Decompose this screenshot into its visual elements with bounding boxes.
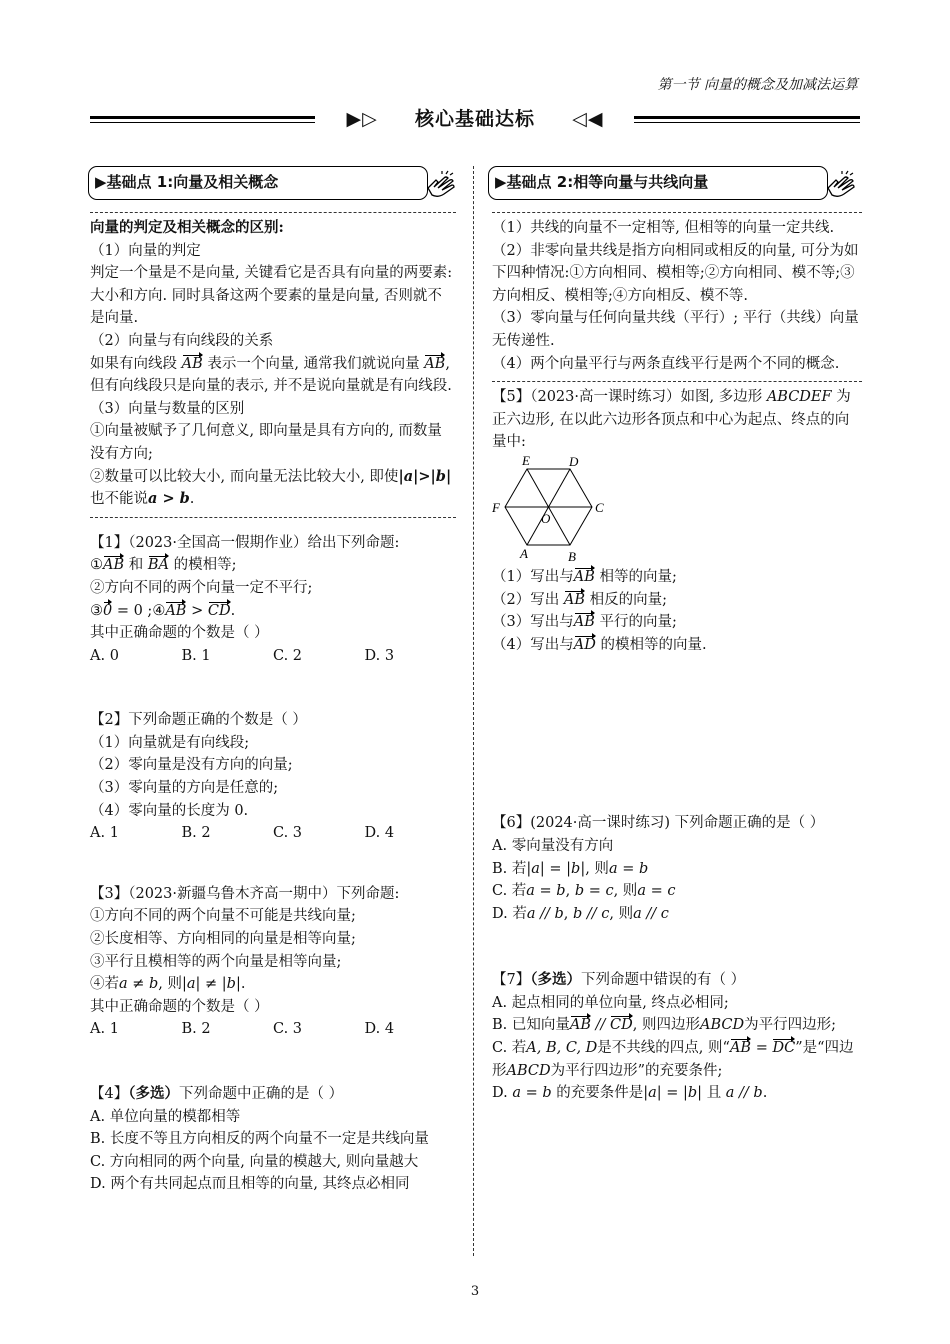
option[interactable]: B. 已知向量AB // CD, 则四边形ABCD为平行四边形;: [492, 1014, 862, 1037]
question-7: 【7】（多选）下列命题中错误的有（ ） A. 起点相同的单位向量, 终点必相同; B. 已知向量AB // CD, 则四边形ABCD为平行四边形; C. 若A, B, C, D是不共线的四点, 则“AB = DC”是“四边形ABCD为平行四边形”的充要条件; D. a = b 的充要条件是|a| = |b| 且 a // b.: [492, 969, 862, 1105]
option[interactable]: A. 起点相同的单位向量, 终点必相同;: [492, 994, 729, 1011]
left-topic-box: [88, 166, 428, 200]
concept-heading: （1）向量的判定: [90, 242, 201, 259]
pointing-hand-icon: [824, 168, 858, 202]
concept-heading: （3）向量与数量的区别: [90, 400, 245, 417]
option[interactable]: D. 两个有共同起点而且相等的向量, 其终点必相同: [90, 1176, 410, 1193]
option[interactable]: D. 4: [364, 1021, 395, 1038]
banner-right-arrows: ◁◀: [572, 108, 604, 130]
option[interactable]: A. 1: [90, 825, 119, 842]
center-label-o: O: [541, 510, 551, 526]
option[interactable]: D. 3: [364, 647, 395, 664]
vertex-label-f: F: [492, 499, 500, 515]
option[interactable]: A. 1: [90, 1021, 119, 1038]
option[interactable]: C. 方向相同的两个向量, 向量的模越大, 则向量越大: [90, 1153, 419, 1170]
hexagon-figure: [492, 454, 622, 564]
page-number: 3: [470, 1284, 480, 1299]
banner-left-arrows: ▶▷: [346, 108, 378, 130]
concept-paragraph: （3）零向量与任何向量共线（平行）; 平行（共线）向量无传递性.: [492, 310, 859, 349]
vertex-label-a: A: [520, 545, 528, 561]
option[interactable]: B. 1: [181, 647, 211, 664]
left-column: [90, 210, 456, 1196]
section-banner: [0, 104, 950, 131]
concept-paragraph: 判定一个量是不是向量, 关键看它是否具有向量的两要素: 大小和方向. 同时具备这两个要素的量是向量, 否则就不是向量.: [90, 265, 453, 327]
option[interactable]: C. 2: [273, 647, 303, 664]
left-topic-title: ▶基础点 1:向量及相关概念: [95, 173, 279, 191]
dashed-divider: [492, 212, 862, 213]
option[interactable]: B. 若|a| = |b|, 则a = b: [492, 860, 649, 877]
concept-paragraph: ②数量可以比较大小, 而向量无法比较大小, 即使|a|>|b| 也不能说a > b.: [90, 467, 452, 508]
pointing-hand-icon: [424, 168, 458, 202]
option[interactable]: C. 3: [273, 1021, 303, 1038]
dashed-divider: [90, 212, 456, 213]
option[interactable]: A. 0: [90, 647, 119, 664]
option[interactable]: B. 2: [181, 825, 211, 842]
concept-paragraph: ①向量被赋予了几何意义, 即向量是具有方向的, 而数量没有方向;: [90, 423, 442, 462]
right-topic-box: [488, 166, 828, 200]
option-row: [90, 822, 456, 845]
right-column: [492, 210, 862, 1105]
vertex-label-d: D: [569, 453, 579, 469]
concept-heading: （2）向量与有向线段的关系: [90, 332, 274, 349]
right-topic-title: ▶基础点 2:相等向量与共线向量: [495, 173, 709, 191]
option[interactable]: B. 2: [181, 1021, 211, 1038]
concept-paragraph: （2）非零向量共线是指方向相同或相反的向量, 可分为如下四种情况:①方向相同、模相等;②方向相同、模不等;③方向相反、模相等;④方向相反、模不等.: [492, 242, 859, 304]
option[interactable]: A. 零向量没有方向: [492, 837, 614, 854]
banner-title: 核心基础达标: [414, 108, 535, 130]
section-header: 第一节 向量的概念及加减法运算: [657, 77, 858, 93]
dashed-divider: [492, 381, 862, 382]
option[interactable]: D. 若a // b, b // c, 则a // c: [492, 905, 669, 922]
concept-title: 向量的判定及相关概念的区别:: [90, 219, 284, 236]
option[interactable]: D. a = b 的充要条件是|a| = |b| 且 a // b.: [492, 1085, 768, 1102]
option[interactable]: B. 长度不等且方向相反的两个向量不一定是共线向量: [90, 1131, 429, 1148]
concept-paragraph: 如果有向线段 AB 表示一个向量, 通常我们就说向量 AB, 但有向线段只是向量的表示, 并不是说向量就是有向线段.: [90, 353, 456, 398]
option[interactable]: C. 若A, B, C, D是不共线的四点, 则“AB = DC”是“四边形ABCD为平行四边形”的充要条件;: [492, 1037, 862, 1082]
question-3: 【3】（2023·新疆乌鲁木齐高一期中）下列命题: ①方向不同的两个向量不可能是共线向量; ②长度相等、方向相同的向量是相等向量; ③平行且模相等的两个向量是相等向量; ④若a ≠ b, 则|a| ≠ |b|. 其中正确命题的个数是（ ） A. 1 B. 2 C. 3 D. 4: [90, 883, 456, 1041]
question-6: 【6】(2024·高一课时练习) 下列命题正确的是（ ） A. 零向量没有方向 B. 若|a| = |b|, 则a = b C. 若a = b, b = c, 则a = c D. 若a // b, b // c, 则a // c: [492, 812, 862, 925]
question-2: 【2】下列命题正确的个数是（ ） （1）向量就是有向线段; （2）零向量是没有方向的向量; （3）零向量的方向是任意的; （4）零向量的长度为 0. A. 1 B. 2 C. 3 D. 4: [90, 709, 456, 845]
option[interactable]: A. 单位向量的模都相等: [90, 1108, 241, 1125]
concept-paragraph: （1）共线的向量不一定相等, 但相等的向量一定共线.: [492, 220, 835, 236]
vertex-label-b: B: [568, 548, 576, 564]
concept-paragraph: （4）两个向量平行与两条直线平行是两个不同的概念.: [492, 355, 840, 372]
question-5: 【5】（2023·高一课时练习）如图, 多边形 ABCDEF 为正六边形, 在以此六边形各顶点和中心为起点、终点的向量中: E D C F O A B （1）写出与AB 相等的向量; （2）写出 AB 相反的向量; （3）写出与AB 平行的向量; （4）写出与AD 的模相等的向量.: [492, 389, 851, 653]
option[interactable]: C. 3: [273, 825, 303, 842]
column-divider: [473, 166, 474, 1256]
question-4: 【4】（多选）下列命题中正确的是（ ） A. 单位向量的模都相等 B. 长度不等且方向相反的两个向量不一定是共线向量 C. 方向相同的两个向量, 向量的模越大, 则向量越大 D. 两个有共同起点而且相等的向量, 其终点必相同: [90, 1083, 456, 1196]
option-row: [90, 645, 456, 668]
option[interactable]: D. 4: [364, 825, 395, 842]
dashed-divider: [90, 517, 456, 518]
vertex-label-c: C: [595, 499, 604, 515]
option[interactable]: C. 若a = b, b = c, 则a = c: [492, 883, 676, 900]
question-1: 【1】（2023·全国高一假期作业）给出下列命题: ①AB 和 BA 的模相等; ②方向不同的两个向量一定不平行; ③0 = 0 ;④AB > CD. 其中正确命题的个数是（ ） A. 0 B. 1 C. 2 D. 3: [90, 532, 456, 668]
option-row: [90, 1018, 456, 1041]
vertex-label-e: E: [522, 453, 530, 468]
